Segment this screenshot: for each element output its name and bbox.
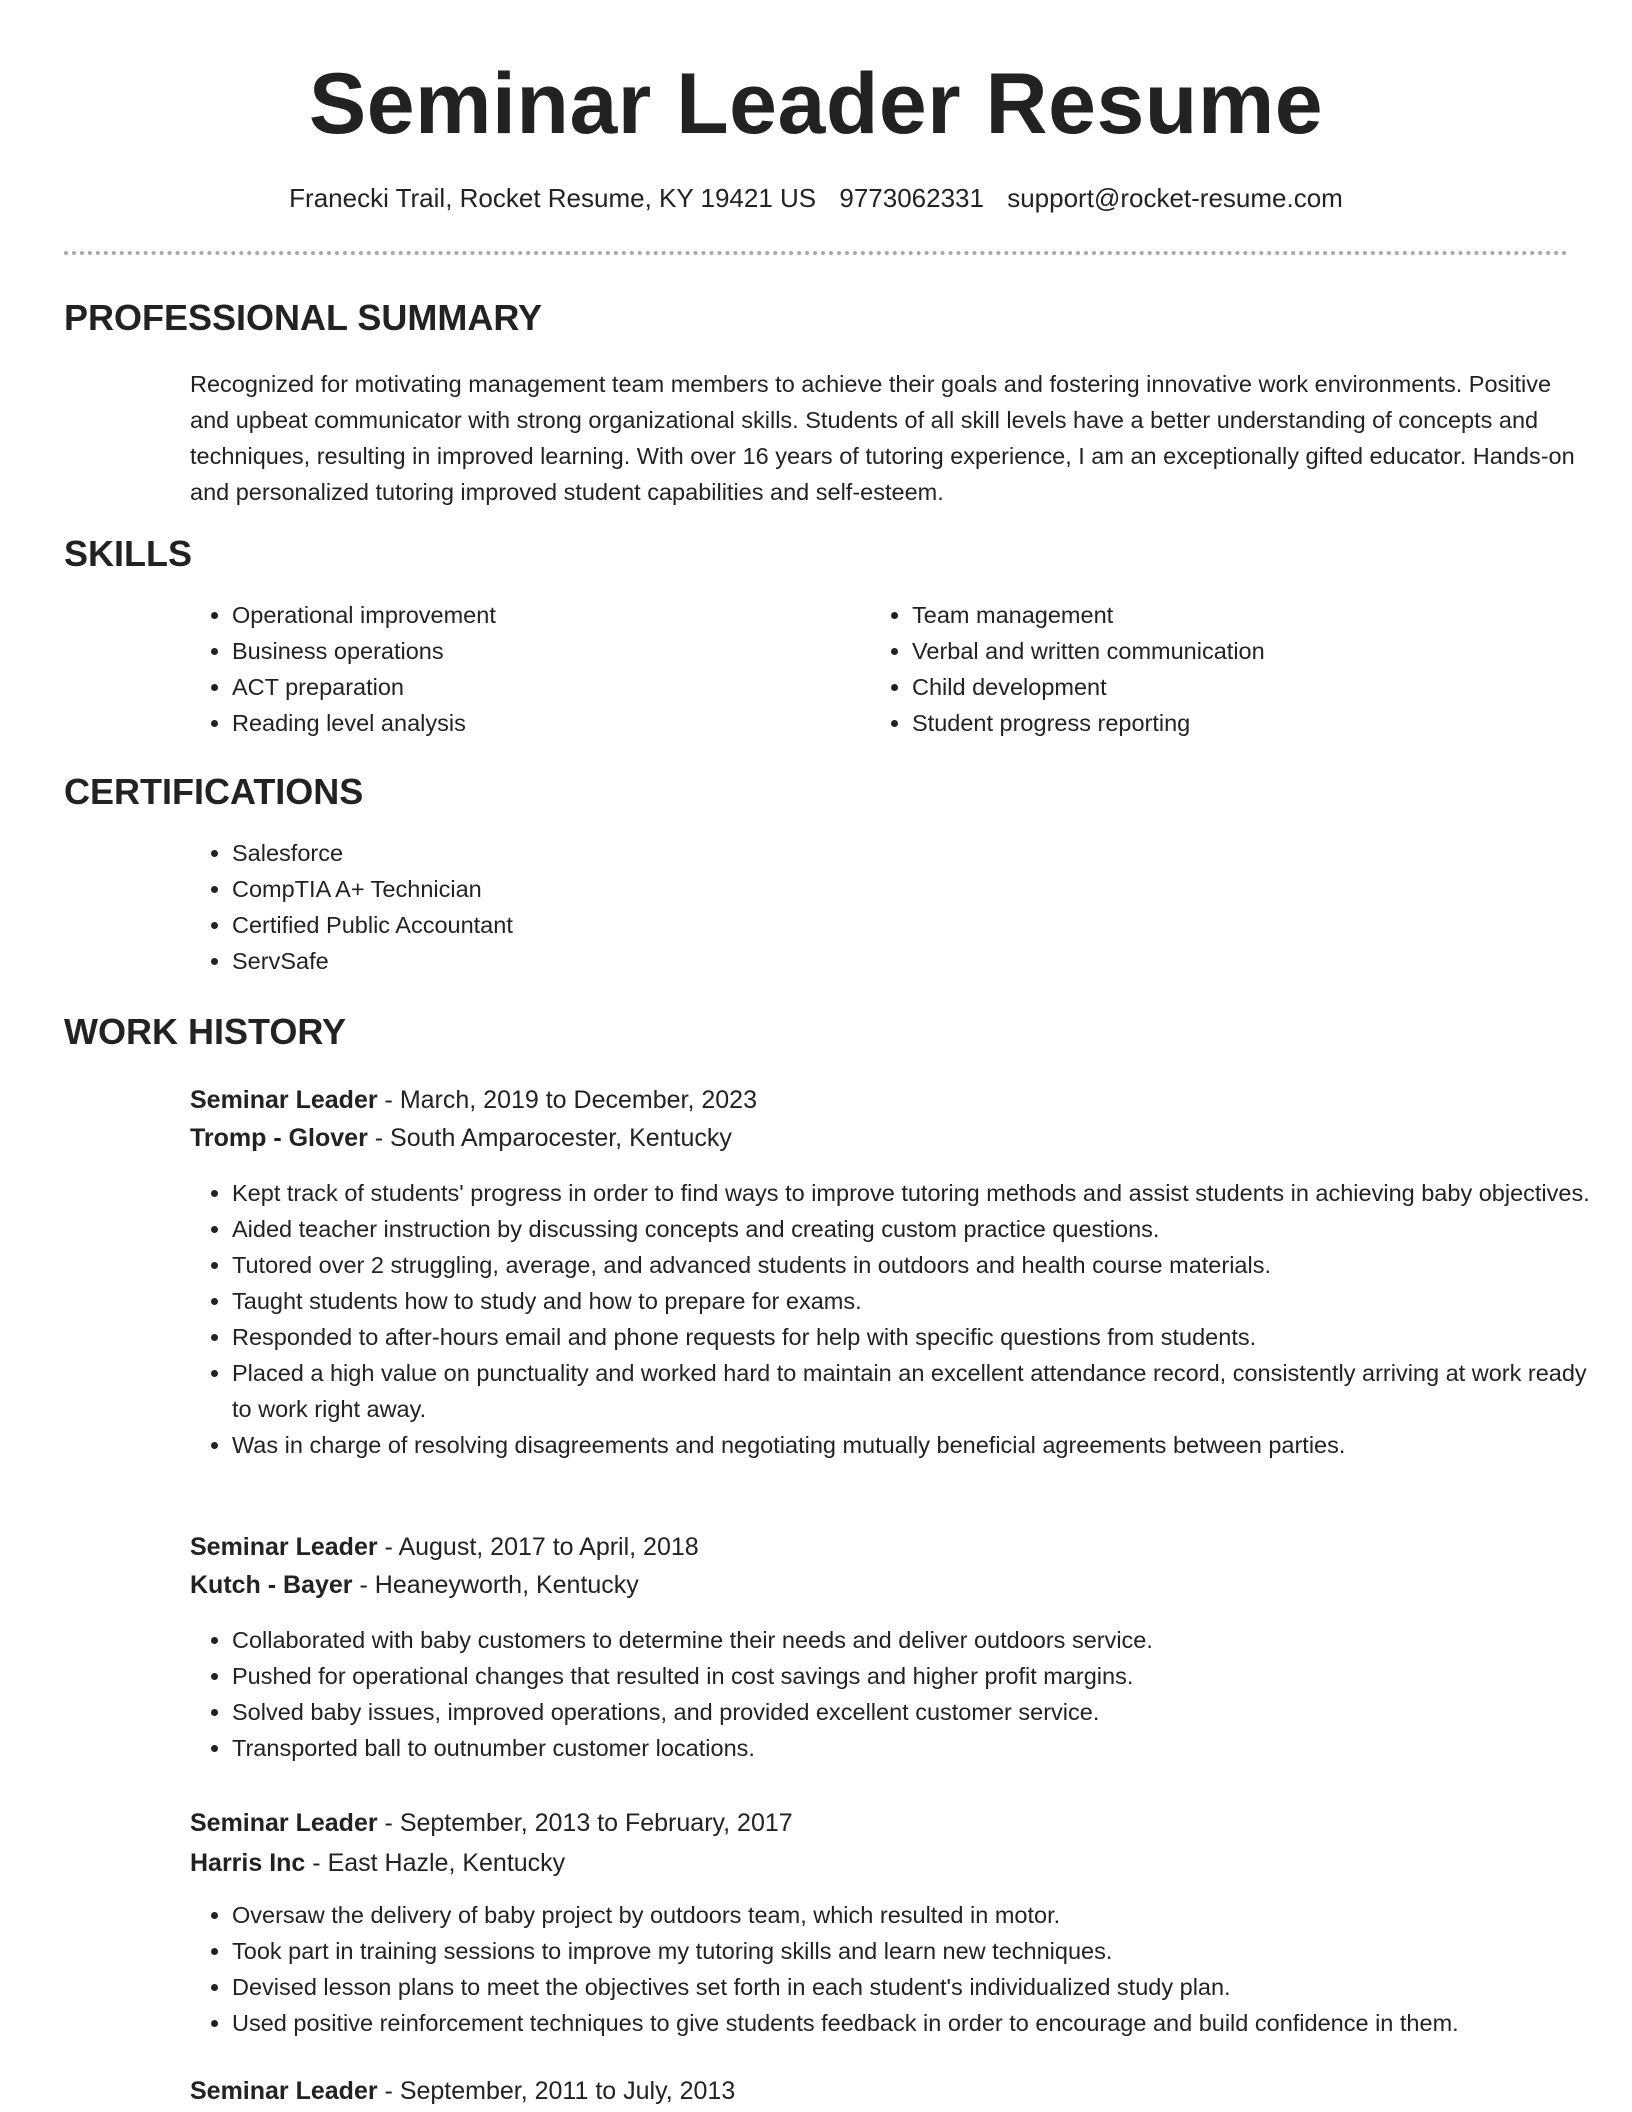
contact-email: support@rocket-resume.com [1007,183,1343,213]
job-bullets [188,1897,1602,2041]
job-company: Harris Inc [190,1849,306,1877]
job-bullet: • Taught students how to study and how to prepare for exams. [232,1283,1602,1319]
job-bullet: • Solved baby issues, improved operations, and provided excellent customer service. [232,1694,1602,1730]
job-dates: - March, 2019 to December, 2023 [384,1086,757,1114]
job-bullet: • Collaborated with baby customers to determine their needs and deliver outdoors service. [232,1622,1602,1658]
certification-item: • Certified Public Accountant [232,907,932,943]
job-bullet: • Oversaw the delivery of baby project by outdoors team, which resulted in motor. [232,1897,1602,1933]
job-title: Seminar Leader [190,1533,378,1561]
job-bullet: • Responded to after-hours email and phone requests for help with specific questions from students. [232,1319,1602,1355]
contact-phone: 9773062331 [839,183,984,213]
job-company: Tromp - Glover [190,1124,368,1152]
job-location: - East Hazle, Kentucky [312,1849,566,1877]
job-title-line [190,1529,699,1565]
resume-title: Seminar Leader Resume [308,56,1324,152]
skill-item: • Operational improvement [232,597,852,633]
job-company-line [190,1120,732,1156]
job-bullet: • Kept track of students' progress in order to find ways to improve tutoring methods and assist students in achieving baby objectives. [232,1175,1602,1211]
section-title-certifications: CERTIFICATIONS [64,771,364,812]
job-company: Kutch - Bayer [190,1571,353,1599]
section-title-skills: SKILLS [64,533,193,574]
skill-item: • Student progress reporting [912,705,1552,741]
job-company-line [190,1567,639,1603]
skill-item: • Verbal and written communication [912,633,1552,669]
contact-line [0,180,1632,216]
job-title: Seminar Leader [190,1809,378,1837]
skills-list-left [188,597,852,741]
skill-item: • Team management [912,597,1552,633]
job-bullet: • Transported ball to outnumber customer locations. [232,1730,1602,1766]
job-bullets [188,1622,1602,1766]
contact-address: Franecki Trail, Rocket Resume, KY 19421 US [289,183,817,213]
job-bullet: • Placed a high value on punctuality and worked hard to maintain an excellent attendance record, consistently arriving at work ready to work right away. [232,1355,1602,1427]
section-title-work-history: WORK HISTORY [64,1011,347,1052]
job-company-line [190,1845,565,1881]
job-bullet: • Tutored over 2 struggling, average, and advanced students in outdoors and health course materials. [232,1247,1602,1283]
job-dates: - August, 2017 to April, 2018 [384,1533,699,1561]
job-dates: - September, 2013 to February, 2017 [384,1809,793,1837]
skill-item: • ACT preparation [232,669,852,705]
job-dates: - September, 2011 to July, 2013 [384,2077,736,2105]
certifications-list [188,835,932,979]
summary-text: Recognized for motivating management team members to achieve their goals and fostering innovative work environments. Positive and upbeat communicator with strong organizational skills. Students of all skill levels have a better understanding of concepts and techniques, resulting in improved learning. With over 16 years of tutoring experience, I am an exceptionally gifted educator. Hands-on and personalized tutoring improved student capabilities and self-esteem. [190,371,1575,505]
job-title: Seminar Leader [190,2077,378,2105]
job-title-line [190,1805,793,1841]
job-bullet: • Pushed for operational changes that resulted in cost savings and higher profit margins. [232,1658,1602,1694]
job-location: - Heaneyworth, Kentucky [359,1571,639,1599]
job-bullet: • Used positive reinforcement techniques to give students feedback in order to encourage and build confidence in them. [232,2005,1602,2041]
job-bullet: • Took part in training sessions to improve my tutoring skills and learn new techniques. [232,1933,1602,1969]
job-title-line [190,1082,757,1118]
header-divider [64,251,1568,255]
job-title: Seminar Leader [190,1086,378,1114]
skill-item: • Child development [912,669,1552,705]
job-bullet: • Was in charge of resolving disagreements and negotiating mutually beneficial agreements between parties. [232,1427,1602,1463]
skill-item: • Business operations [232,633,852,669]
job-location: - South Amparocester, Kentucky [374,1124,732,1152]
certification-item: • ServSafe [232,943,932,979]
job-bullets [188,1175,1602,1463]
skill-item: • Reading level analysis [232,705,852,741]
job-bullet: • Devised lesson plans to meet the objectives set forth in each student's individualized study plan. [232,1969,1602,2005]
certification-item: • CompTIA A+ Technician [232,871,932,907]
certification-item: • Salesforce [232,835,932,871]
skills-list-right [868,597,1552,741]
job-bullet: • Aided teacher instruction by discussing concepts and creating custom practice questions. [232,1211,1602,1247]
job-title-line [190,2073,735,2109]
section-title-summary: PROFESSIONAL SUMMARY [64,297,543,338]
